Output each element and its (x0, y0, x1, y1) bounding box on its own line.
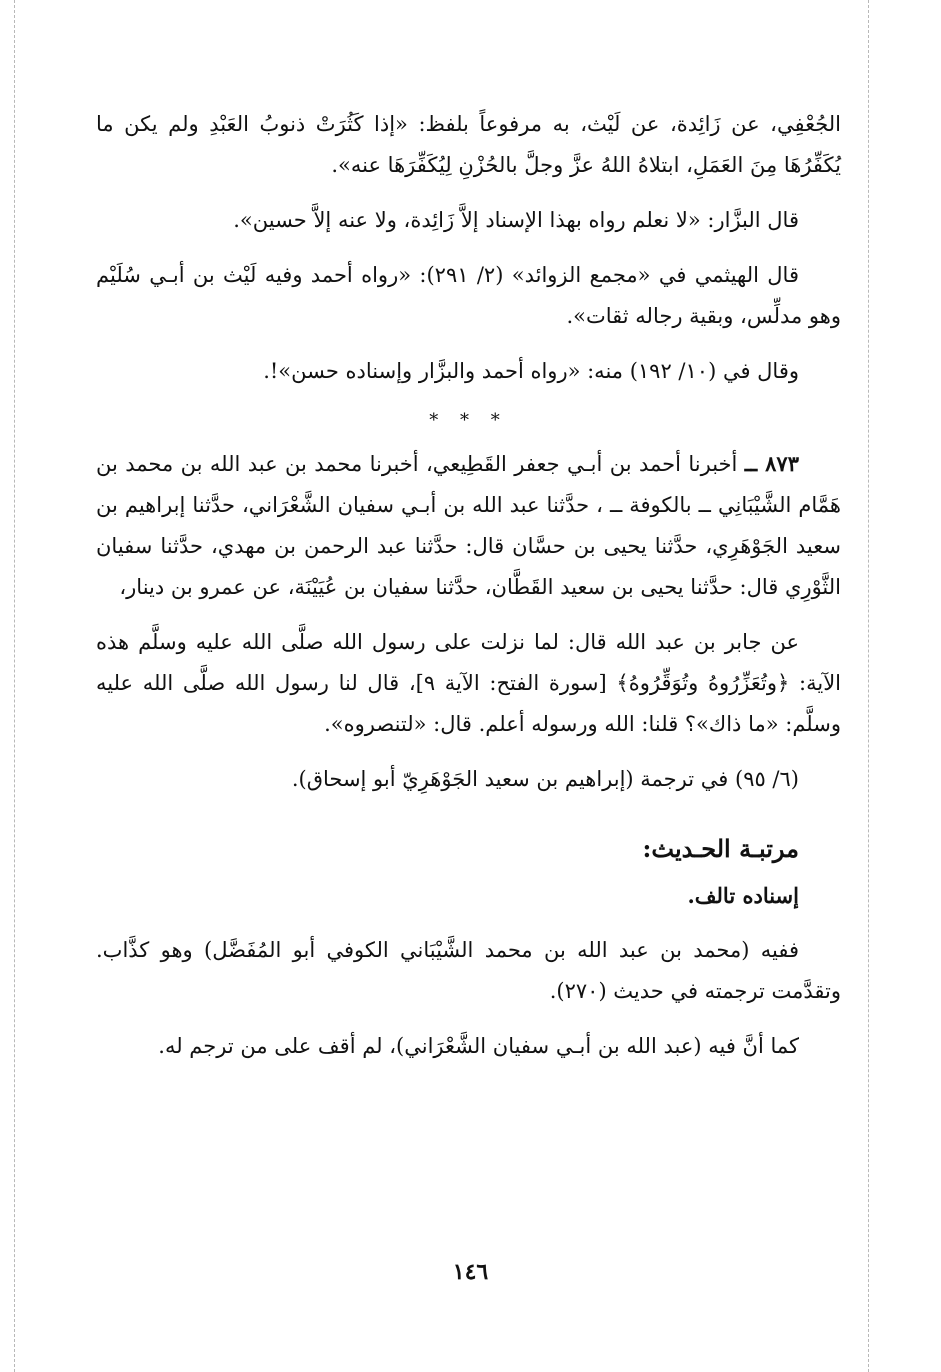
right-guide-line (868, 0, 869, 1372)
left-guide-line (14, 0, 15, 1372)
page-body (96, 104, 841, 1067)
section-separator: * * * (429, 410, 508, 431)
page-number: ١٤٦ (452, 1259, 489, 1285)
hadith-reference: (٦/ ٩٥) في ترجمة (إبراهيم بن سعيد الجَوْهَرِيّ أبو إسحاق). (291, 767, 799, 791)
paragraph-1: الجُعْفِي، عن زَائِدة، عن لَيْث، به مرفوعاً بلفظ: «إذا كَثُرَتْ ذنوبُ العَبْدِ ولم يكن ما يُكَفِّرُهَا مِنَ العَمَلِ، ابتلاهُ اللهُ عزَّ وجلَّ بالحُزْنِ لِيُكَفِّرَهَا عنه». (96, 112, 841, 177)
paragraph-haythami-2: وقال في (١٠/ ١٩٢) منه: «رواه أحمد والبزَّار وإسناده حسن»!. (263, 359, 799, 383)
section-heading: مرتبـة الحـديث: (642, 834, 799, 863)
grading-reason-2: كما أنَّ فيه (عبد الله بن أبـي سفيان الشَّعْرَاني)، لم أقف على من ترجم له. (158, 1034, 799, 1058)
hadith-isnad (96, 443, 841, 608)
hadith-matn: عن جابر بن عبد الله قال: لما نزلت على رسول الله صلَّى الله عليه وسلَّم هذه الآية: ﴿وتُعَزِّرُوهُ وتُوَقِّرُوهُ﴾ [سورة الفتح: الآية ٩]، قال لنا رسول الله صلَّى الله عليه وسلَّم: «ما ذاك»؟ قلنا: الله ورسوله أعلم. قال: «لتنصروه». (96, 630, 842, 736)
grading-reason-1: ففيه (محمد بن عبد الله بن محمد الشَّيْبَاني الكوفي أبو المُفَضَّل) وهو كذَّاب. وتقدَّمت ترجمته في حديث (٢٧٠). (96, 938, 841, 1003)
paragraph-haythami: قال الهيثمي في «مجمع الزوائد» (٢/ ٢٩١): «رواه أحمد وفيه لَيْث بن أبـي سُلَيْم وهو مدلِّس، وبقية رجاله ثقات». (96, 263, 841, 328)
paragraph-bazzar: قال البزَّار: «لا نعلم رواه بهذا الإسناد إلاَّ زَائِدة، ولا عنه إلاَّ حسين». (233, 208, 799, 232)
hadith-isnad-text: أخبرنا أحمد بن أبـي جعفر القَطِيعي، أخبرنا محمد بن عبد الله بن محمد بن هَمَّام الشَّيْبَانِي ــ بالكوفة ــ ، حدَّثنا عبد الله بن أبـي سفيان الشَّعْرَاني، حدَّثنا إبراهيم بن سعيد الجَوْهَرِي، حدَّثنا يحيى بن حسَّان قال: حدَّثنا عبد الرحمن بن مهدي، حدَّثنا سفيان الثَّوْرِي قال: حدَّثنا يحيى بن سعيد القَطَّان، حدَّثنا سفيان بن عُيَيْنَة، عن عمرو بن دينار، (96, 452, 841, 599)
hadith-number: ٨٧٣ ــ (744, 451, 799, 476)
grading-verdict: إسناده تالف. (687, 883, 799, 908)
